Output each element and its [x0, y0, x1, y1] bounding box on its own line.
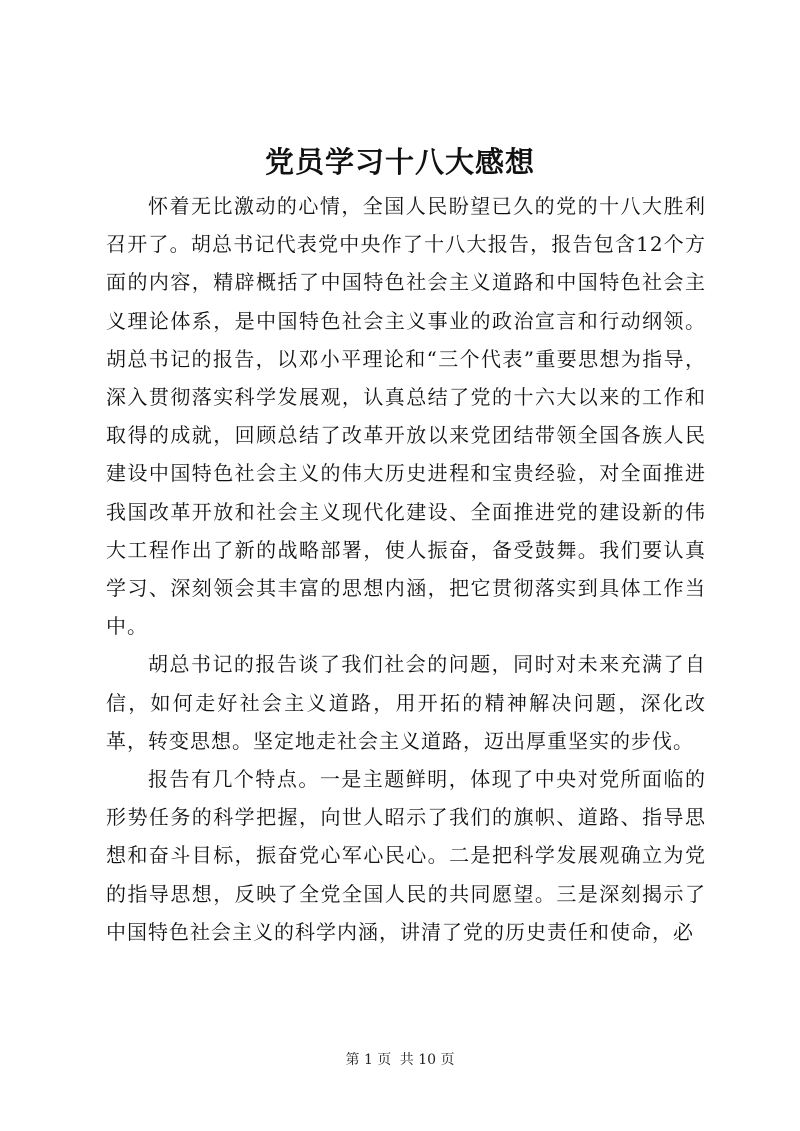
paragraph-1: 怀着无比激动的心情，全国人民盼望已久的党的十八大胜利召开了。胡总书记代表党中央作了十八大报告，报告包含12个方面的内容，精辟概括了中国特色社会主义道路和中国特色社会主义理论体系，是中国特色社会主义事业的政治宣言和行动纲领。胡总书记的报告，以邓小平理论和“三个代表”重要思想为指导，深入贯彻落实科学发展观，认真总结了党的十六大以来的工作和取得的成就，回顾总结了改革开放以来党团结带领全国各族人民建设中国特色社会主义的伟大历史进程和宝贵经验，对全面推进我国改革开放和社会主义现代化建设、全面推进党的建设新的伟大工程作出了新的战略部署，使人振奋，备受鼓舞。我们要认真学习、深刻领会其丰富的思想内涵，把它贯彻落实到具体工作当中。: [106, 194, 706, 639]
page-number: 第 1 页: [345, 1052, 392, 1068]
page-title: 党员学习十八大感想: [264, 145, 535, 179]
page-total: 共 10 页: [399, 1052, 455, 1068]
paragraph-3: 报告有几个特点。一是主题鲜明，体现了中央对党所面临的形势任务的科学把握，向世人昭示了我们的旗帜、道路、指导思想和奋斗目标，振奋党心军心民心。二是把科学发展观确立为党的指导思想，反映了全党全国人民的共同愿望。三是深刻揭示了中国特色社会主义的科学内涵，讲清了党的历史责任和使命，必: [106, 767, 706, 944]
page-footer: [0, 1050, 800, 1070]
paragraph-2: 胡总书记的报告谈了我们社会的问题，同时对未来充满了自信，如何走好社会主义道路，用开拓的精神解决问题，深化改革，转变思想。坚定地走社会主义道路，迈出厚重坚实的步伐。: [106, 652, 706, 753]
body-text: [106, 187, 706, 951]
